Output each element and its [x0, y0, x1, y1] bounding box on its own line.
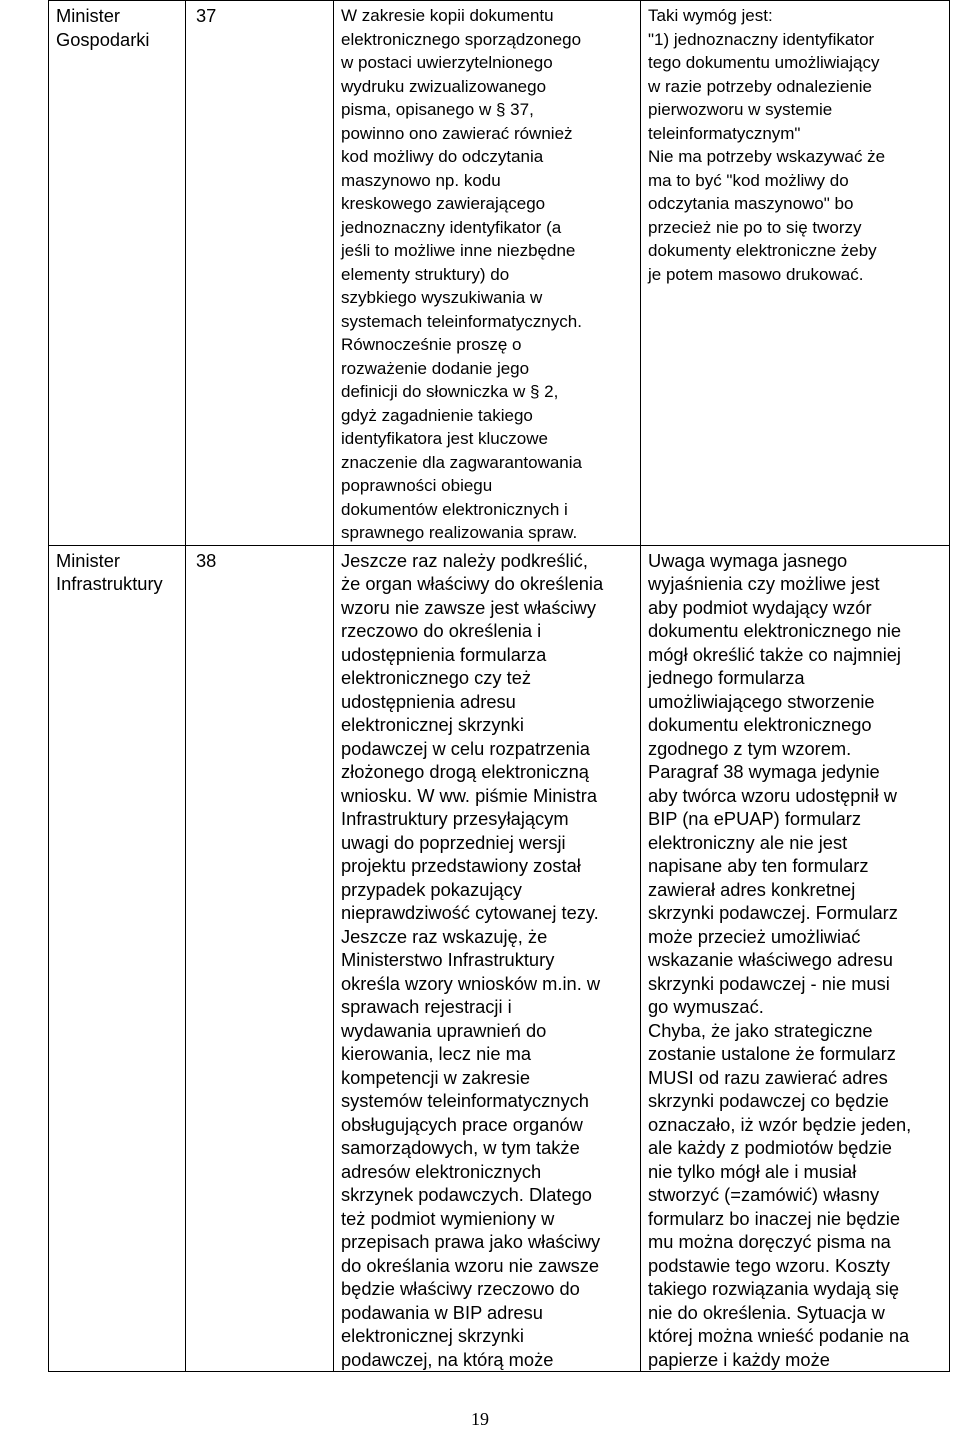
author-cell — [49, 1, 186, 546]
author-name: Minister Infrastruktury — [56, 549, 163, 594]
response-text: Uwaga wymaga jasnego wyjaśnienia czy możliwe jest aby podmiot wydający wzór dokumentu elektronicznego nie mógł określić także co najmniej jednego formularza umożliwiającego stworzenie dokumentu elektronicznego zgodnego z tym wzorem. Paragraf 38 wymaga jedynie aby twórca wzoru udostępnił w BIP (na ePUAP) formularz elektroniczny ale nie jest napisane aby ten formularz zawierał adres konkretnej skrzynki podawczej. Formularz może przecież umożliwiać wskazanie właściwego adresu skrzynki podawczej - nie musi go wymuszać. Chyba, że jako strategiczne zostanie ustalone że formularz MUSI od razu zawierać adres skrzynki podawczej co będzie oznaczało, iż wzór będzie jeden, ale każdy z podmiotów będzie nie tylko mógł ale i musiał stworzyć (=zamówić) własny formularz bo inaczej nie będzie mu można doręczyć pisma na podstawie tego wzoru. Koszty takiego rozwiązania wydają się nie do określenia. Sytuacja w której można wnieść podanie na papierze i każdy może — [648, 549, 912, 1370]
number-cell — [186, 545, 334, 1372]
response-text: Taki wymóg jest: "1) jednoznaczny identyfikator tego dokumentu umożliwiający w razie potrzeby odnalezienie pierwozworu w systemie teleinformatycznym" Nie ma potrzeby wskazywać że ma to być "kod możliwy do odczytania maszynowo" bo przecież nie po to się tworzy dokumenty elektroniczne żeby je potem masowo drukować. — [648, 6, 886, 284]
response-cell — [641, 1, 950, 546]
comments-table — [48, 0, 950, 1372]
item-number: 37 — [196, 5, 217, 26]
comment-cell — [334, 1, 641, 546]
page-number: 19 — [471, 1409, 489, 1429]
table-row — [49, 1, 950, 546]
number-cell — [186, 1, 334, 546]
author-name: Minister Gospodarki — [56, 5, 150, 50]
table-row — [49, 545, 950, 1372]
comment-cell — [334, 545, 641, 1372]
comment-text: W zakresie kopii dokumentu elektronicznego sporządzonego w postaci uwierzytelnionego wydruku zwizualizowanego pisma, opisanego w § 37, powinno ono zawierać również kod możliwy do odczytania maszynowo np. kodu kreskowego zawierającego jednoznaczny identyfikator (a jeśli to możliwe inne niezbędne elementy struktury) do szybkiego wyszukiwania w systemach teleinformatycznych. Równocześnie proszę o rozważenie dodanie jego definicji do słowniczka w § 2, gdyż zagadnienie takiego identyfikatora jest kluczowe znaczenie dla zagwarantowania poprawności obiegu dokumentów elektronicznych i sprawnego realizowania spraw. — [341, 6, 582, 542]
item-number: 38 — [196, 549, 217, 571]
comment-text: Jeszcze raz należy podkreślić, że organ właściwy do określenia wzoru nie zawsze jest właściwy rzeczowo do określenia i udostępnienia formularza elektronicznego czy też udostępnienia adresu elektronicznej skrzynki podawczej w celu rozpatrzenia złożonego drogą elektroniczną wniosku. W ww. piśmie Ministra Infrastruktury przesyłającym uwagi do poprzedniej wersji projektu przedstawiony został przypadek pokazujący nieprawdziwość cytowanej tezy. Jeszcze raz wskazuję, że Ministerstwo Infrastruktury określa wzory wniosków m.in. w sprawach rejestracji i wydawania uprawnień do kierowania, lecz nie ma kompetencji w zakresie systemów teleinformatycznych obsługujących prace organów samorządowych, w tym także adresów elektronicznych skrzynek podawczych. Dlatego też podmiot wymieniony w przepisach prawa jako właściwy do określania wzoru nie zawsze będzie właściwy rzeczowo do podawania w BIP adresu elektronicznej skrzynki podawczej, na którą może — [341, 549, 604, 1370]
author-cell — [49, 545, 186, 1372]
response-cell — [641, 545, 950, 1372]
